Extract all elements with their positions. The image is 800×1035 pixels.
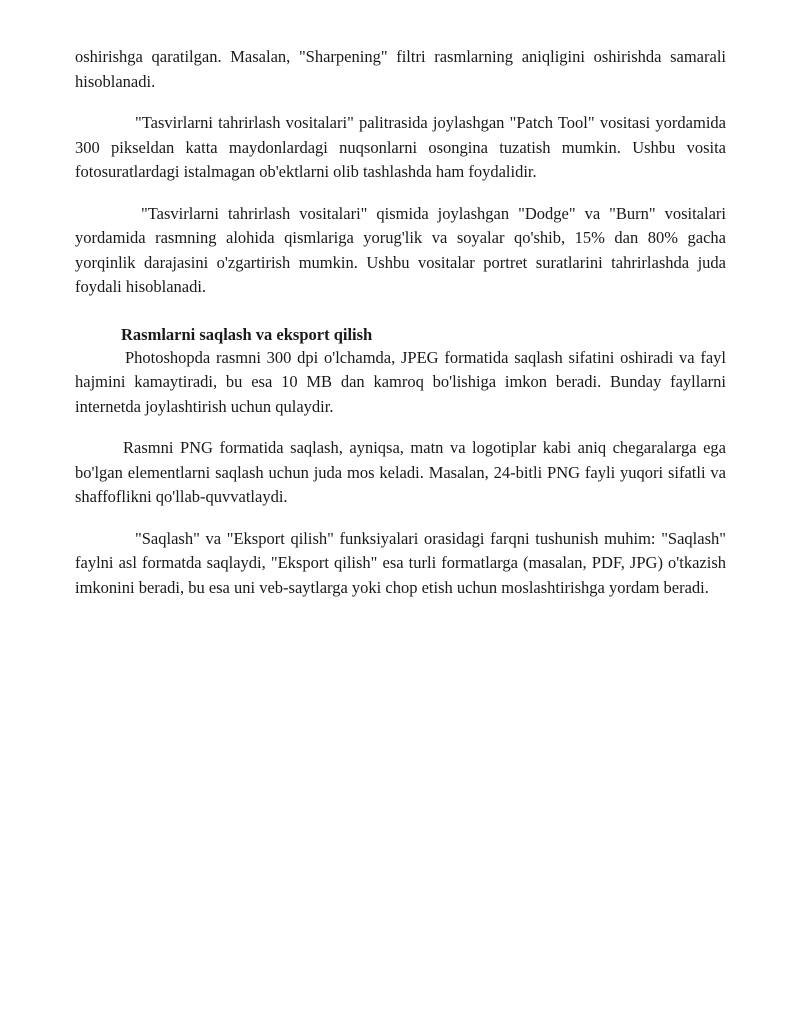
paragraph-sharpening: oshirishga qaratilgan. Masalan, "Sharpening" filtri rasmlarning aniqligini oshirishda samarali hisoblanadi. <box>75 47 726 91</box>
document-page <box>75 45 726 617</box>
paragraph-patch-tool: "Tasvirlarni tahrirlash vositalari" palitrasida joylashgan "Patch Tool" vositasi yordamida 300 pikseldan katta maydonlardagi nuqsonlarni osongina tuzatish mumkin. Ushbu vosita fotosuratlardagi istalmagan ob'ektlarni olib tashlashda ham foydalidir. <box>75 113 726 181</box>
paragraph-png: Rasmni PNG formatida saqlash, ayniqsa, matn va logotiplar kabi aniq chegaralarga ega bo'lgan elementlarni saqlash uchun juda mos keladi. Masalan, 24-bitli PNG fayli yuqori sifatli va shaffoflikni qo'llab-quvvatlaydi. <box>75 438 726 506</box>
paragraph-jpeg: Photoshopda rasmni 300 dpi o'lchamda, JPEG formatida saqlash sifatini oshiradi va fayl hajmini kamaytiradi, bu esa 10 MB dan kamroq bo'lishiga imkon beradi. Bunday fayllarni internetda joylashtirish uchun qulaydir. <box>75 347 726 416</box>
section-heading: Rasmlarni saqlash va eksport qilish <box>121 324 373 344</box>
paragraph-dodge-burn: "Tasvirlarni tahrirlash vositalari" qismida joylashgan "Dodge" va "Burn" vositalari yordamida rasmning alohida qismlariga yorug'lik va soyalar qo'shib, 15% dan 80% gacha yorqinlik darajasini o'zgartirish mumkin. Ushbu vositalar portret suratlarini tahrirlashda juda foydali hisoblanadi. <box>75 203 726 296</box>
paragraph-save-export: "Saqlash" va "Eksport qilish" funksiyalari orasidagi farqni tushunish muhim: "Saqlash" faylni asl formatda saqlaydi, "Eksport qilish" esa turli formatlarga (masalan, PDF, JPG) o'tkazish imkonini beradi, bu esa uni veb-saytlarga yoki chop etish uchun moslashtirishga yordam beradi. <box>75 528 726 597</box>
